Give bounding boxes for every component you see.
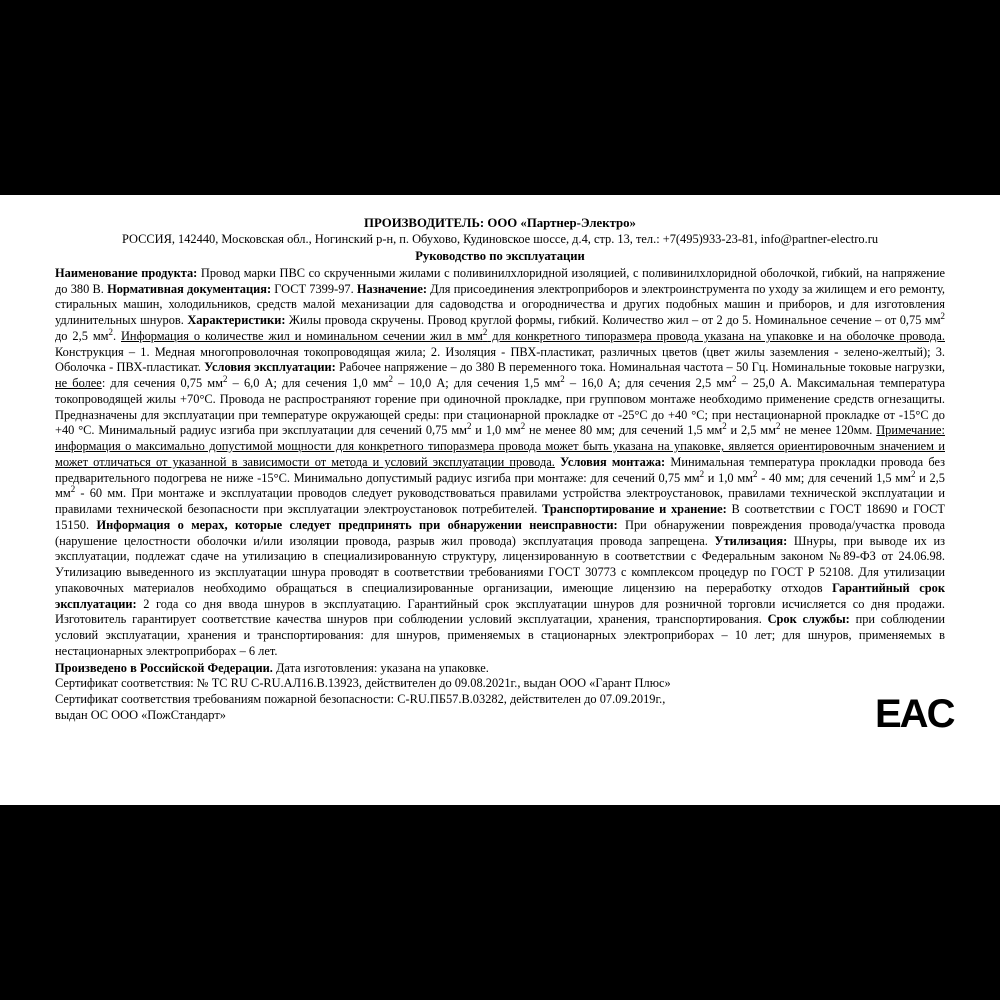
label-service-life: Срок службы: — [767, 612, 850, 627]
underline-note: Примечание: информация о максимально допустимой мощности для конкретного типоразмера провода может быть указана на упаковке, является ориентировочным значением и может отличаться от указанной в зависимости от метода и условий эксплуатации провода. — [55, 423, 945, 469]
label-failures: Информация о мерах, которые следует предпринять при обнаружении неисправности: — [96, 517, 618, 532]
guide-title: Руководство по эксплуатации — [415, 249, 585, 263]
text-transport: В соответствии с ГОСТ 18690 и ГОСТ 15150. — [55, 502, 945, 532]
label-made-in: Произведено в Российской Федерации. — [55, 660, 273, 675]
text-operating-2: : для сечения 0,75 $мм^2 - 6,0$ А; для сечения 1,0 $мм^2 - 10,0$ А; для сечения 1,5 $мм^2 - 16,0$ А; для сечения 2,5 $мм^2 - 25,0$ А. Максимальная температура токопроводящей жилы +70°С. Провода не распространяют горение при одиночной прокладке, при групповом монтаже необходимо применение средств огнезащиты. Предназначены для эксплуатации при температуре окружающей среды: при стационарной прокладке от -25°С до +40 °С; при нестационарной прокладке от -15°С до +40 °С. Минимальный радиус изгиба при эксплуатации для сечений 0,75 $мм^2$ и 1,0 $мм^2$ не менее 80 мм; для сечений 1,5 $мм^2$ и 2,5 $мм^2$ не менее 120мм. — [55, 374, 945, 438]
underline-not-more: не более — [55, 376, 102, 391]
label-disposal: Утилизация: — [714, 533, 788, 548]
label-characteristics: Характеристики: — [187, 313, 286, 328]
made-in-line — [55, 661, 945, 677]
text-characteristics-1: Жилы провода скручены. Провод круглой формы, гибкий. Количество жил – от 2 до 5. Номинальное сечение – от 0,75 $мм^2$ до 2,5 $мм^2$. — [55, 311, 945, 343]
label-normative: Нормативная документация: — [107, 281, 272, 296]
text-mounting: Минимальная температура прокладки провода без предварительного подогрева не ниже -15°С. Минимально допустимый радиус изгиба при монтаже: для сечений 0,75 $мм^2$ и 1,0 $мм^2 - 40$ мм; для сечений 1,5 $мм^2$ и 2,5 $мм^2 - 60$ мм. При монтаже и эксплуатации проводов следует руководствоваться правилами устройства электроустановок, правилами технической эксплуатации и правилами технической безопасности при эксплуатации электроустановок потребителей. — [55, 454, 946, 517]
document-page — [0, 195, 1000, 805]
text-purpose: Для присоединения электроприборов и электроинструмента по уходу за жилищем и его ремонту, стиральных машин, холодильников, средств малой механизации для садоводства и огородничества и других подобных машин и приборов, и для изготовления удлинительных шнуров. — [55, 281, 945, 328]
cert-fire-safety-line-2: выдан ОС ООО «ПожСтандарт» — [55, 707, 226, 722]
text-operating-1: Рабочее напряжение – до 380 В переменного тока. Номинальная частота – 50 Гц. Номинальные токовые нагрузки, — [335, 360, 945, 375]
document-body — [55, 266, 945, 660]
cert-fire-safety-line-1: Сертификат соответствия требованиям пожарной безопасности: C-RU.ПБ57.В.03282, действителен до 07.09.2019г., — [55, 692, 666, 707]
text-disposal: Шнуры, при выводе их из эксплуатации, подлежат сдаче на утилизацию в специализированную структуру, лицензированную в соответствии с Федеральным законом №89-ФЗ от 24.06.98. Утилизацию выведенного из эксплуатации шнура проводят в соответствии требованиями ГОСТ 30773 с комплексом процедур по ГОСТ Р 52108. Для утилизации упаковочных материалов необходимо обращаться в специализированные организации, имеющие лицензию на переработку отходов — [55, 533, 945, 595]
eac-mark-wrapper — [875, 692, 954, 738]
text-service-life: при соблюдении условий эксплуатации, хранения и транспортирования: для шнуров, применяемых в стационарных электроприборах – 10 лет; для шнуров, применяемых в нестационарных электроприборах – 6 лет. — [55, 612, 945, 658]
document-sheet — [55, 215, 954, 770]
manufacturer-address: РОССИЯ, 142440, Московская обл., Ногинский р-н, п. Обухово, Кудиновское шоссе, д.4, стр. 13, тел.: +7(495)933-23-81, info@partner-electro.ru — [121, 232, 879, 247]
eac-conformity-icon: EAC — [875, 692, 954, 736]
text-warranty: 2 года со дня ввода шнуров в эксплуатацию. Гарантийный срок эксплуатации шнуров для розничной торговли исчисляется со дня продажи. Изготовитель гарантирует соответствие качества шнуров при соблюдении условий эксплуатации, хранения, транспортирования. — [55, 596, 945, 627]
underline-info-cores: Информация о количестве жил и номинальном сечении жил в $мм^2$ для конкретного типоразмера провода указана на упаковке и на оболочке провода. — [120, 326, 945, 343]
manufacturer-title: ПРОИЗВОДИТЕЛЬ: ООО «Партнер-Электро» — [364, 216, 636, 230]
label-warranty: Гарантийный срок эксплуатации: — [55, 580, 945, 611]
body-paragraph — [55, 266, 945, 660]
text-failures: При обнаружении повреждения провода/участка провода (нарушение целостности оболочки и/или изоляции провода, разрыв жил провода) эксплуатация провода запрещена. — [55, 517, 945, 548]
label-mounting: Условия монтажа: — [560, 454, 666, 469]
text-characteristics-2: Конструкция – 1. Медная многопроволочная токопроводящая жила; 2. Изоляция - ПВХ-пластикат, различных цветов (цвет жилы заземления - зелено-желтый); 3. Оболочка - ПВХ-пластикат. — [55, 344, 945, 375]
text-made-in: Дата изготовления: указана на упаковке. — [272, 660, 489, 675]
label-product-name: Наименование продукта: — [55, 265, 198, 280]
document-tail — [55, 661, 945, 724]
text-product-name: Провод марки ПВС со скрученными жилами с поливинилхлоридной изоляцией, с поливинилхлоридной оболочкой, гибкий, на напряжение до 380 В. — [55, 265, 946, 296]
label-purpose: Назначение: — [356, 281, 427, 296]
label-operating-conditions: Условия эксплуатации: — [204, 360, 336, 375]
cert-conformity-line: Сертификат соответствия: № ТС RU C-RU.АЛ16.В.13923, действителен до 09.08.2021г., выдан ООО «Гарант Плюс» — [55, 676, 671, 691]
text-normative: ГОСТ 7399-97. — [271, 281, 357, 296]
label-transport: Транспортирование и хранение: — [542, 502, 727, 517]
